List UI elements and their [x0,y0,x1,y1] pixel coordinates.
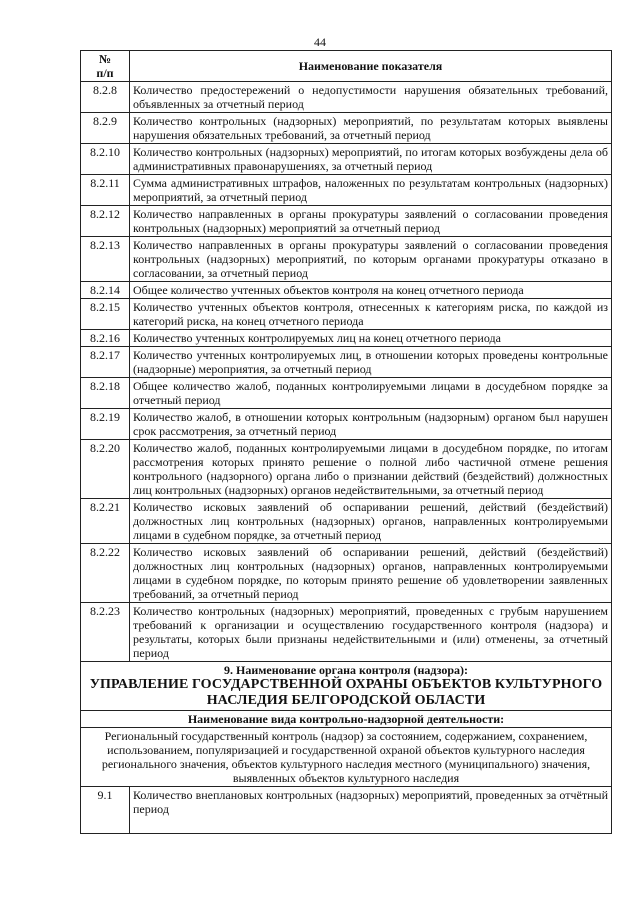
row-text: Количество учтенных контролируемых лиц, в отношении которых проведены контрольные (надзорные) мероприятия, за отчетный период [130,347,612,378]
row-text: Количество контрольных (надзорных) мероприятий, по результатам которых выявлены нарушения обязательных требований, за отчетный период [130,113,612,144]
agency-name: УПРАВЛЕНИЕ ГОСУДАРСТВЕННОЙ ОХРАНЫ ОБЪЕКТОВ КУЛЬТУРНОГО НАСЛЕДИЯ БЕЛГОРОДСКОЙ ОБЛАСТИ [89,677,603,708]
row-number: 8.2.14 [81,282,130,299]
column-header-number: № п/п [81,51,130,82]
row-text: Количество контрольных (надзорных) мероприятий, проведенных с грубым нарушением требований к организации и осуществлению государственного контроля (надзора) и результаты, которых были признаны недействительными и (или) отменены, за отчетный период [130,603,612,662]
row-number: 8.2.22 [81,544,130,603]
row-text: Количество направленных в органы прокуратуры заявлений о согласовании проведения контрольных (надзорных) мероприятий за отчетный период [130,206,612,237]
row-number: 8.2.15 [81,299,130,330]
row-text: Количество внеплановых контрольных (надзорных) мероприятий, проведенных за отчётный период [130,787,612,834]
table-row [81,499,612,544]
table-row [81,82,612,113]
table-row [81,175,612,206]
row-text: Общее количество учтенных объектов контроля на конец отчетного периода [130,282,612,299]
row-text: Количество жалоб, поданных контролируемыми лицами в досудебном порядке, по итогам рассмотрения которых принято решение о полной либо частичной отмене решения контрольного (надзорного) органа либо о признании действий (бездействий) должностных лиц контрольных (надзорных) органов недействительными, за отчетный период [130,440,612,499]
table-row [81,787,612,834]
row-number: 8.2.23 [81,603,130,662]
table-header-row [81,51,612,82]
row-number: 8.2.9 [81,113,130,144]
row-text: Количество предостережений о недопустимости нарушения обязательных требований, объявленных за отчетный период [130,82,612,113]
row-number: 8.2.13 [81,237,130,282]
activity-heading: Наименование вида контрольно-надзорной деятельности: [81,711,612,728]
row-number: 8.2.16 [81,330,130,347]
row-text: Количество исковых заявлений об оспаривании решений, действий (бездействий) должностных лиц контрольных (надзорных) органов, направленных контролируемыми лицами в судебном порядке, по которым принято решение об удовлетворении заявленных требований, за отчетный период [130,544,612,603]
page-number: 44 [314,35,326,49]
section-cell [81,662,612,711]
table-row [81,330,612,347]
row-text: Количество жалоб, в отношении которых контрольным (надзорным) органом был нарушен срок рассмотрения, за отчетный период [130,409,612,440]
activity-heading-row [81,711,612,728]
activity-text-row [81,728,612,787]
row-number: 8.2.20 [81,440,130,499]
table-row [81,206,612,237]
row-text: Количество исковых заявлений об оспаривании решений, действий (бездействий) должностных лиц контрольных (надзорных) органов, направленных контролируемыми лицами в судебном порядке, за отчетный период [130,499,612,544]
row-text: Количество направленных в органы прокуратуры заявлений о согласовании проведения контрольных (надзорных) мероприятий, по которым органами прокуратуры отказано в согласовании, за отчетный период [130,237,612,282]
table-row [81,299,612,330]
indicators-table [80,50,612,834]
row-text: Общее количество жалоб, поданных контролируемыми лицами в досудебном порядке за отчетный период [130,378,612,409]
row-text: Количество учтенных объектов контроля, отнесенных к категориям риска, по каждой из категорий риска, на конец отчетного периода [130,299,612,330]
table-row [81,378,612,409]
table-row [81,144,612,175]
row-number: 8.2.21 [81,499,130,544]
table-row [81,347,612,378]
row-number: 8.2.19 [81,409,130,440]
table-row [81,409,612,440]
table-row [81,282,612,299]
row-text: Сумма административных штрафов, наложенных по результатам контрольных (надзорных) мероприятий, за отчетный период [130,175,612,206]
table-row [81,113,612,144]
table-row [81,440,612,499]
table-row [81,544,612,603]
row-number: 8.2.11 [81,175,130,206]
row-number: 8.2.17 [81,347,130,378]
row-number: 8.2.8 [81,82,130,113]
table-row [81,603,612,662]
row-number: 8.2.12 [81,206,130,237]
section-row [81,662,612,711]
row-text: Количество учтенных контролируемых лиц на конец отчетного периода [130,330,612,347]
section-heading: 9. Наименование органа контроля (надзора): [223,663,469,677]
row-text: Количество контрольных (надзорных) мероприятий, по итогам которых возбуждены дела об административных правонарушениях, за отчетный период [130,144,612,175]
row-number: 8.2.10 [81,144,130,175]
row-number: 8.2.18 [81,378,130,409]
indicator-rows [81,82,612,662]
table-row [81,237,612,282]
column-header-name: Наименование показателя [130,51,612,82]
row-number: 9.1 [81,787,130,834]
activity-text: Региональный государственный контроль (надзор) за состоянием, содержанием, сохранением, использованием, популяризацией и государственной охраной объектов культурного наследия регионального значения, объектов культурного наследия местного (муниципального) значения, выявленных объектов культурного наследия [81,728,612,787]
